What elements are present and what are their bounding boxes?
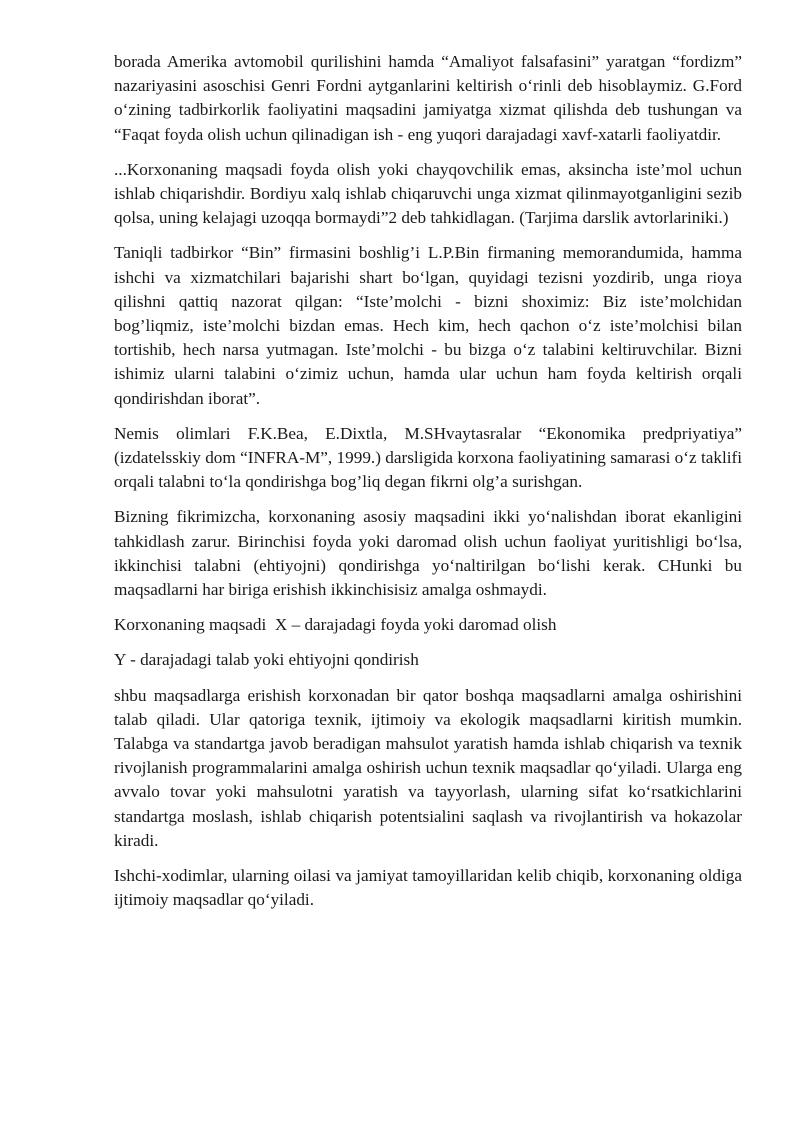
paragraph-german-scholars: Nemis olimlari F.K.Bea, E.Dixtla, M.SHvaytasralar “Ekonomika predpriyatiya” (izdatelsskiy dom “INFRA-M”, 1999.) darsligida korxona faoliyatining samarasi o‘z taklifi orqali talabni to‘la qondirishga bog’liq degan fikrni olg’a surishgan. (114, 423, 742, 492)
paragraph-two-goals: Bizning fikrimizcha, korxonaning asosiy maqsadini ikki yo‘nalishdan iborat ekanligini tahkidlash zarur. Birinchisi foyda yoki daromad olish uchun faoliyat yuritishligi bo‘lsa, ikkinchisi talabni (ehtiyojni) qondirishga yo‘naltirilgan bo‘lishi kerak. CHunki bu maqsadlarni har biriga erishish ikkinchisisiz amalga oshmaydi. (114, 507, 742, 600)
document-page (114, 50, 742, 924)
paragraph-social-goals: Ishchi-xodimlar, ularning oilasi va jamiyat tamoyillaridan kelib chiqib, korxonaning oldiga ijtimoiy maqsadlar qo‘yiladi. (114, 866, 742, 910)
paragraph-other-goals: shbu maqsadlarga erishish korxonadan bir qator boshqa maqsadlarni amalga oshirishini talab qiladi. Ular qatoriga texnik, ijtimoiy va ekologik maqsadlarni kiritish mumkin. Talabga va standartga javob beradigan mahsulot yaratish hamda ishlab chiqarish va texnik rivojlanish programmalarini amalga oshirish uchun texnik maqsadlar qo‘yiladi. Ularga eng avvalo tovar yoki mahsulotni yaratish va tayyorlash, ularning sifat ko‘rsatkichlarini standartga moslash, ishlab chiqarish potentsialini saqlash va rivojlantirish va hokazolar kiradi. (114, 685, 742, 850)
paragraph-ford-quote: ...Korxonaning maqsadi foyda olish yoki chayqovchilik emas, aksincha iste’mol uchun ishlab chiqarishdir. Bordiyu xalq ishlab chiqaruvchi unga xizmat qilinmayotganligini sezib qolsa, uning kelajagi uzoqqa bormaydi”2 deb tahkidlagan. (Tarjima darslik avtorlariniki.) (114, 159, 742, 228)
paragraph-ford-intro: borada Amerika avtomobil qurilishini hamda “Amaliyot falsafasini” yaratgan “fordizm” nazariyasini asoschisi Genri Fordni aytganlarini keltirish o‘rinli deb hisoblaymiz. G.Ford o‘zining tadbirkorlik faoliyatini maqsadini jamiyatga xizmat qilishda deb tushungan va “Faqat foyda olish uchun qilinadigan ish - eng yuqori darajadagi xavf-xatarli faoliyatdir. (114, 52, 742, 144)
paragraph-goal-x: Korxonaning maqsadi X – darajadagi foyda yoki daromad olish (114, 615, 557, 635)
paragraph-bin-memorandum: Taniqli tadbirkor “Bin” firmasini boshlig’i L.P.Bin firmaning memorandumida, hamma ishchi va xizmatchilari bajarishi shart bo‘lgan, quyidagi tezisni yozdirib, unga rioya qilishni qattiq nazorat qilgan: “Iste’molchi - bizni shoximiz: Biz iste’molchidan bog’liqmiz, iste’molchi bizdan emas. Hech kim, hech qachon o‘z iste’molchisi bilan tortishib, hech narsa yutmagan. Iste’molchi - bu bizga o‘z talabini keltiruvchilar. Bizni ishimiz ularni talabini o‘zimiz uchun, hamda ular uchun ham foyda keltirish orqali qondirishdan iborat”. (114, 243, 742, 408)
paragraph-goal-y: Y - darajadagi talab yoki ehtiyojni qondirish (114, 650, 419, 670)
